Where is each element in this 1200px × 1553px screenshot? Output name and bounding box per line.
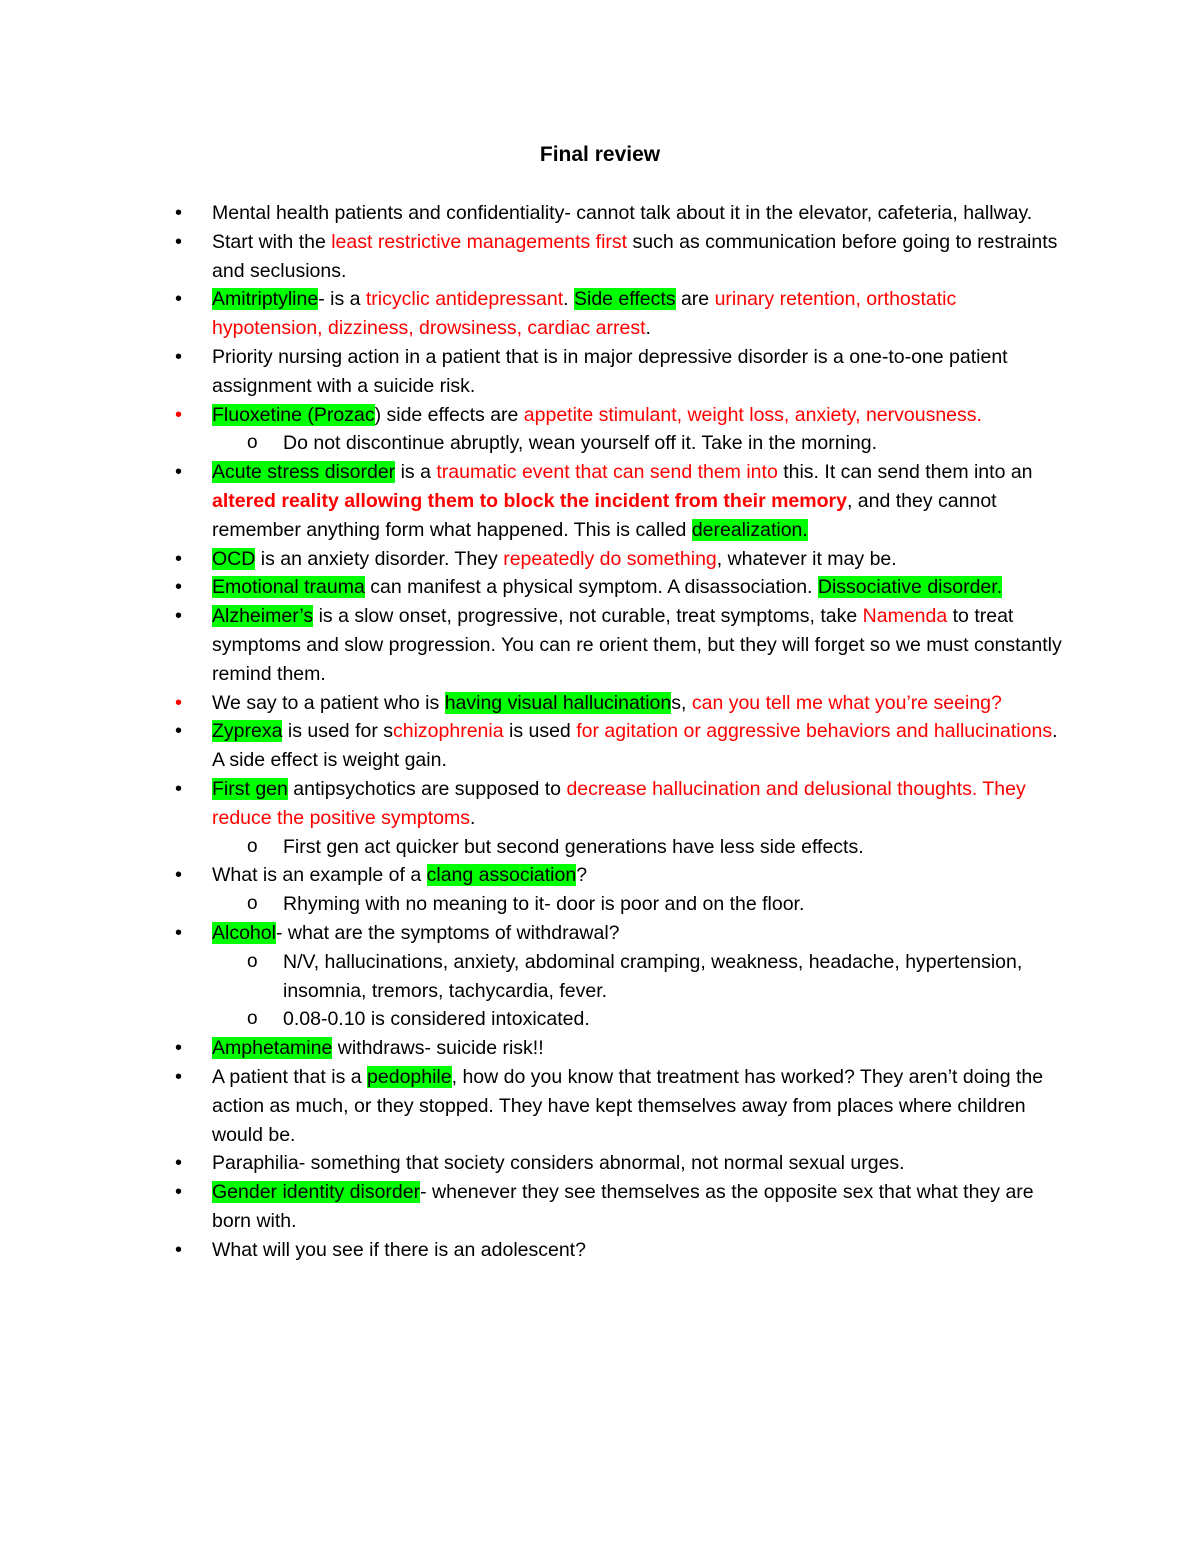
- item-text: Start with the: [212, 230, 332, 253]
- item-text: this. It can send them into an: [777, 461, 1033, 484]
- bullet-icon: •: [175, 1181, 183, 1204]
- highlighted-term: Gender identity disorder: [212, 1181, 421, 1204]
- item-text: is an anxiety disorder. They: [255, 547, 504, 570]
- hollow-bullet-icon: o: [247, 432, 258, 454]
- highlighted-term: derealization.: [691, 518, 808, 541]
- item-text: can manifest a physical symptom. A disassociation.: [364, 576, 818, 599]
- list-item: [172, 343, 1072, 401]
- emphasized-text: least restrictive managements first: [331, 230, 628, 253]
- highlighted-term: Zyprexa: [212, 720, 283, 743]
- item-text: , whatever it may be.: [716, 547, 897, 570]
- highlighted-term: Fluoxetine (Prozac: [212, 403, 375, 426]
- item-text: - is a: [318, 288, 366, 311]
- list-item: [172, 1034, 1072, 1063]
- bullet-icon: •: [175, 345, 183, 368]
- bullet-icon: •: [175, 576, 183, 599]
- item-text: What will you see if there is an adolescent?: [212, 1238, 586, 1261]
- item-text: Do not discontinue abruptly, wean yourself off it. Take in the morning.: [283, 432, 878, 455]
- hollow-bullet-icon: o: [247, 950, 258, 972]
- list-item: [172, 199, 1072, 228]
- hollow-bullet-icon: o: [247, 893, 258, 915]
- bullet-icon: •: [175, 864, 183, 887]
- list-item: [172, 228, 1072, 286]
- list-item: [172, 689, 1072, 718]
- emphasized-text: appetite stimulant, weight loss, anxiety, nervousness.: [523, 403, 982, 426]
- list-item: [172, 401, 1072, 430]
- highlighted-term: having visual hallucination: [444, 691, 672, 714]
- bullet-icon: •: [175, 921, 183, 944]
- emphasized-text: repeatedly do something: [503, 547, 717, 570]
- item-text: , and they cannot remember anything form what happened. This is called: [212, 489, 997, 541]
- emphasized-text: chizophrenia: [393, 720, 504, 743]
- highlighted-term: pedophile: [367, 1065, 452, 1088]
- bullet-icon: •: [175, 288, 183, 311]
- page-title: Final review: [539, 143, 661, 166]
- highlighted-term: Dissociative disorder.: [817, 576, 1003, 599]
- list-item: [172, 285, 1072, 343]
- bullet-icon: •: [175, 777, 183, 800]
- item-text: ) side effects are: [374, 403, 524, 426]
- list-item: [172, 861, 1072, 890]
- highlighted-term: OCD: [212, 547, 256, 570]
- item-text: What is an example of a: [212, 864, 427, 887]
- bullet-icon: •: [175, 691, 183, 714]
- item-text: .: [645, 317, 651, 340]
- item-text: Priority nursing action in a patient that is in major depressive disorder is a one-to-one patient assignment with a suicide risk.: [212, 345, 1008, 397]
- highlighted-term: Side effects: [573, 288, 676, 311]
- item-text: are: [675, 288, 715, 311]
- list-item: [172, 1178, 1072, 1236]
- bullet-icon: •: [175, 1152, 183, 1175]
- highlighted-term: Acute stress disorder: [212, 461, 396, 484]
- item-text: is used for s: [282, 720, 393, 743]
- highlighted-term: clang association: [426, 864, 577, 887]
- bullet-icon: •: [175, 1065, 183, 1088]
- item-text: is a: [395, 461, 437, 484]
- highlighted-term: Amitriptyline: [212, 288, 319, 311]
- list-item: [172, 545, 1072, 574]
- sub-list-item: [172, 948, 1072, 1006]
- sub-list-item: [172, 833, 1072, 862]
- bullet-icon: •: [175, 202, 183, 224]
- bullet-icon: •: [175, 547, 183, 570]
- list-item: [172, 573, 1072, 602]
- item-text: , how do you know that treatment has worked? They aren’t doing the action as much, or they stopped. They have kept themselves away from places where children would be.: [212, 1065, 1044, 1146]
- item-text: N/V, hallucinations, anxiety, abdominal cramping, weakness, headache, hypertension, insomnia, tremors, tachycardia, fever.: [283, 950, 1023, 1002]
- hollow-bullet-icon: o: [247, 835, 258, 857]
- list-item: [172, 1063, 1072, 1149]
- list-item: [172, 458, 1072, 544]
- bullet-icon: •: [175, 403, 183, 426]
- item-text: Rhyming with no meaning to it- door is poor and on the floor.: [283, 893, 805, 916]
- list-item: [172, 919, 1072, 948]
- item-text: withdraws- suicide risk!!: [332, 1037, 544, 1060]
- sub-list-item: [172, 1005, 1072, 1034]
- emphasized-text: traumatic event that can send them into: [436, 461, 778, 484]
- highlighted-term: Alcohol: [212, 921, 276, 944]
- review-list: [172, 199, 1072, 1264]
- item-text: is used: [503, 720, 577, 743]
- item-text: A patient that is a: [212, 1065, 368, 1088]
- list-item: [172, 775, 1072, 833]
- item-text: ?: [576, 864, 588, 887]
- item-text: to treat symptoms and slow progression. You can re orient them, but they will forget so we must constantly remind them.: [212, 605, 1062, 685]
- item-text: We say to a patient who is: [212, 691, 445, 714]
- item-text: First gen act quicker but second generations have less side effects.: [283, 835, 864, 858]
- emphasized-text: can you tell me what you’re seeing?: [691, 691, 1002, 714]
- sub-list-item: [172, 890, 1072, 919]
- highlighted-term: Emotional trauma: [212, 576, 365, 599]
- item-text: antipsychotics are supposed to: [287, 777, 567, 800]
- item-text: Mental health patients and confidentiality- cannot talk about it in the elevator, cafeteria, hallway.: [212, 202, 1033, 224]
- item-text: - what are the symptoms of withdrawal?: [275, 921, 620, 944]
- bullet-icon: •: [175, 1037, 183, 1060]
- item-text: 0.08-0.10 is considered intoxicated.: [283, 1008, 590, 1031]
- item-text: .: [563, 288, 574, 311]
- highlighted-term: First gen: [212, 777, 288, 800]
- item-text: such as communication before going to restraints and seclusions.: [212, 230, 1058, 282]
- item-text: is a slow onset, progressive, not curable, treat symptoms, take: [313, 605, 863, 628]
- bullet-icon: •: [175, 605, 183, 628]
- sub-list-item: [172, 429, 1072, 458]
- highlighted-term: Alzheimer’s: [212, 605, 314, 628]
- emphasized-text: decrease hallucination and delusional thoughts. They reduce the positive symptoms: [212, 777, 1026, 829]
- emphasized-text: tricyclic antidepressant: [365, 288, 564, 311]
- item-text: . A side effect is weight gain.: [212, 720, 1058, 772]
- bullet-icon: •: [175, 461, 183, 484]
- hollow-bullet-icon: o: [247, 1008, 258, 1030]
- emphasized-text: urinary retention, orthostatic hypotension, dizziness, drowsiness, cardiac arrest: [212, 288, 957, 340]
- item-text: - whenever they see themselves as the opposite sex that what they are born with.: [212, 1181, 1034, 1232]
- list-item: [172, 1236, 1072, 1265]
- highlighted-term: Amphetamine: [212, 1037, 333, 1060]
- list-item: [172, 1149, 1072, 1178]
- item-text: s,: [671, 691, 692, 714]
- emphasized-text: Namenda: [862, 605, 948, 628]
- emphasized-text: for agitation or aggressive behaviors and hallucinations: [576, 720, 1053, 743]
- bullet-icon: •: [175, 230, 183, 253]
- list-item: [172, 717, 1072, 775]
- emphasized-text: altered reality allowing them to block the incident from their memory: [212, 489, 847, 512]
- list-item: [172, 602, 1072, 688]
- bullet-icon: •: [175, 720, 183, 743]
- item-text: .: [469, 806, 476, 829]
- bullet-icon: •: [175, 1238, 183, 1261]
- item-text: Paraphilia- something that society considers abnormal, not normal sexual urges.: [212, 1152, 905, 1175]
